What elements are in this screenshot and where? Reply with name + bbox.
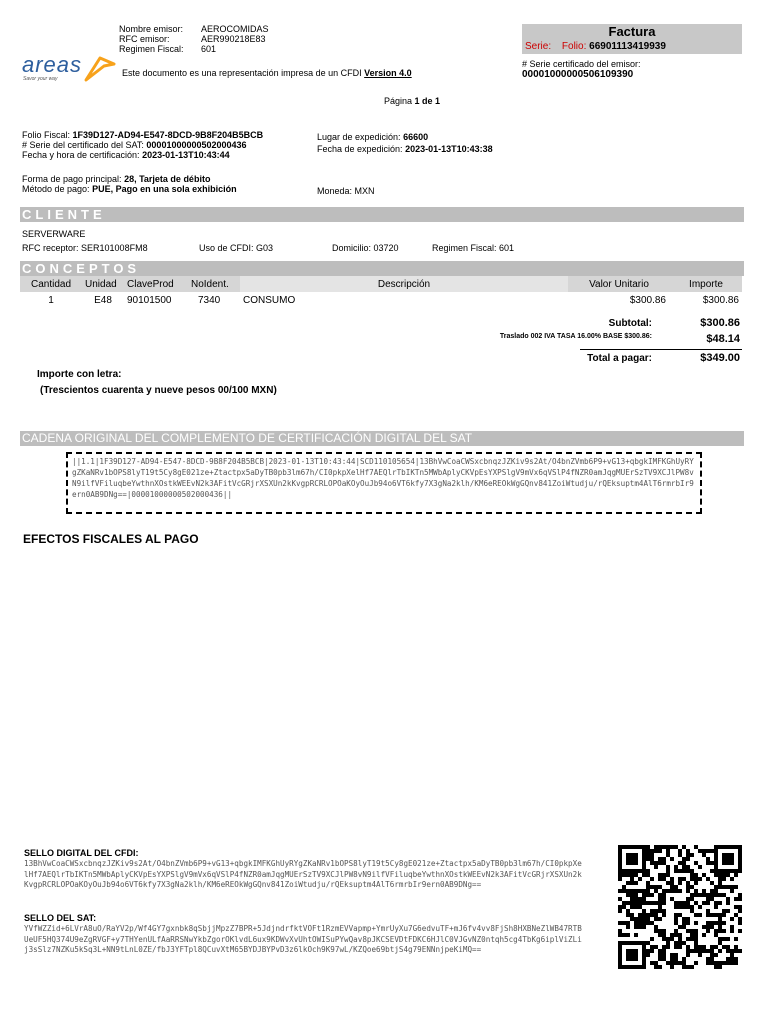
tax-value: $48.14 xyxy=(706,333,740,345)
logo-tagline: Savor your way xyxy=(23,76,58,82)
sat-cert: 00001000000502000436 xyxy=(146,140,247,150)
company-logo xyxy=(22,52,117,86)
cfdi-notice-text: Este documento es una representación impresa de un CFDI xyxy=(122,68,362,78)
emitter-name: AEROCOMIDAS xyxy=(201,24,269,34)
client-rfc-label: RFC receptor: xyxy=(22,243,79,253)
currency-info xyxy=(317,186,375,196)
qr-code-icon xyxy=(618,845,742,969)
emitter-regime-label: Regimen Fiscal: xyxy=(119,44,184,54)
payment-method: PUE, Pago en una sola exhibición xyxy=(92,184,237,194)
row-claveprod: 90101500 xyxy=(127,294,172,306)
exp-date-label: Fecha de expedición: xyxy=(317,144,403,154)
payment-form: 28, Tarjeta de débito xyxy=(124,174,211,184)
place: 66600 xyxy=(403,132,429,142)
cfdi-use-label: Uso de CFDI: xyxy=(199,243,254,253)
row-valor-unitario: $300.86 xyxy=(629,294,666,306)
payment-form-label: Forma de pago principal: xyxy=(22,174,122,184)
client-regime-label: Regimen Fiscal: xyxy=(432,243,497,253)
logo-arrow-icon xyxy=(84,54,116,84)
serie-label: Serie: xyxy=(525,41,552,52)
fiscal-folio-label: Folio Fiscal: xyxy=(22,130,71,140)
emitter-rfc: AER990218E83 xyxy=(201,34,266,44)
concepts-header-row xyxy=(20,276,742,292)
col-valor-unitario: Valor Unitario xyxy=(568,276,670,292)
emitter-cert-label: # Serie certificado del emisor: xyxy=(522,59,641,69)
total-value: $349.00 xyxy=(700,352,740,364)
col-noident: NoIdent. xyxy=(188,276,240,292)
table-row xyxy=(20,292,742,308)
cfdi-notice xyxy=(122,68,412,78)
row-cantidad: 1 xyxy=(48,294,54,306)
col-descripcion: Descripción xyxy=(240,276,568,292)
currency: MXN xyxy=(354,186,375,196)
sello-cfdi-label: SELLO DIGITAL DEL CFDI: xyxy=(24,848,139,858)
place-label: Lugar de expedición: xyxy=(317,132,401,142)
sello-cfdi-text: 13BhVwCoaCWSxcbnqzJZKiv9s2At/O4bnZVmb6P9+vG13+qbgkIMFKGhUyRYgZKaNRv1bOPS8lyT19t5Cy8gE021ze+Ztactpx5aDyTB0pb3lm67h/CI0pkpXelHf7AEQlrTbIKTn5MWbAplyCKVpEsYXPSlgV9mVx6qVSlP4fNZR0amJqgMUErSzTV9XCJlPW8vN9ilfVFiluqbeYwthnXOstkWEEvN2k3AFitVcGRjrXSXUn2kKvgpRCRLOPOaKOyOuJb94o6VT6kfy7X3gNa2klh/KM6eREOkWgGQnv841ZoiWtudju/rQEksuptm4AlT6rmrbIr9ern0AB9DNg== xyxy=(24,859,582,889)
sello-sat-label: SELLO DEL SAT: xyxy=(24,913,97,923)
cfdi-use: G03 xyxy=(256,243,274,253)
currency-label: Moneda: xyxy=(317,186,353,196)
invoice-folio-row xyxy=(522,39,742,54)
emitter-info xyxy=(119,24,319,54)
page-indicator xyxy=(384,96,440,106)
amount-words-value: (Trescientos cuarenta y nueve pesos 00/100 MXN) xyxy=(40,385,277,396)
cadena-original-box: ||1.1|1F39D127-AD94-E547-8DCD-9B8F204B5BCB|2023-01-13T10:43:44|SCD110105654|13BhVwCoaCWSxcbnqzJZKiv9s2At/O4bnZVmb6P9+vG13+qbgkIMFKGhUyRYgZKaNRv1bOPS8lyT19t5Cy8gE021ze+Ztactpx5aDyTB0pb3lm67h/CI0pkpXelHf7AEQlrTbIKTn5MWbAplyCKVpEsYXPSlgV9mVx6qVSlP4fNZR0amJqgMUErSzTV9XCJlPW8vN9ilfVFiluqbeYwthnXOstkWEEvN2k3AFitVcGRjrXSXUn2kKvgpRCRLOPOaKOyOuJb94o6VT6kfy7X3gNa2klh/KM6eREOkWgGQnv841ZoiWtudju/rQEksuptm4AlT6rmrbIr9ern0AB9DNg==|00001000000502000436|| xyxy=(66,452,702,514)
client-rfc: SER101008FM8 xyxy=(81,243,148,253)
client-section-header: CLIENTE xyxy=(20,207,744,222)
page-value: 1 de 1 xyxy=(414,96,441,106)
invoice-title: Factura xyxy=(522,24,742,39)
concepts-section-header: CONCEPTOS xyxy=(20,261,744,276)
sello-sat-text: YVfWZZid+6LVrA8uO/RaYV2p/Wf4GY7gxnbk8qSbjjMpzZ7BPR+5JdjndrfktVOFt1RzmEVVapmp+YmrUyXu7G6edvuTF+mJ6fv4vv8FjSh8HXBNeZlWB47RTBUeUF5HQ374U9eZgRVGF+y7THYenULfAaRRSNwYkbZgorOKlvdL6ux9KDWvXvUhtOWISuPYwQav8pJKCSEVDtFDKC6HJlC0VJGvNZ0ntqh5cg4TbKg6iplViZLij3sSlz7NZKu5kSq3L+NN9tLnL0ZE/fbJ3YFTpl8QCuvXtM65BYDJBYPvD3z6lkOch9K97wL/KZQoe69btjS4g79ENNnjpeKiMQ== xyxy=(24,924,582,954)
fiscal-info-right xyxy=(317,132,493,154)
subtotal-label: Subtotal: xyxy=(608,318,652,329)
col-importe: Importe xyxy=(670,276,742,292)
emitter-rfc-label: RFC emisor: xyxy=(119,34,170,44)
emitter-regime: 601 xyxy=(201,44,217,54)
total-divider xyxy=(580,349,742,350)
payment-method-label: Método de pago: xyxy=(22,184,90,194)
folio-value: 66901113419939 xyxy=(589,41,666,52)
client-details xyxy=(22,243,742,253)
tax-label: Traslado 002 IVA TASA 16.00% BASE $300.86: xyxy=(499,333,652,340)
row-importe: $300.86 xyxy=(702,294,739,306)
payment-info xyxy=(22,174,312,194)
row-unidad: E48 xyxy=(94,294,112,306)
page-label: Página xyxy=(384,96,413,106)
logo-text: areas xyxy=(22,52,83,77)
exp-date: 2023-01-13T10:43:38 xyxy=(405,144,493,154)
fiscal-effects-note: EFECTOS FISCALES AL PAGO xyxy=(23,532,199,546)
sat-cert-label: # Serie del certificado del SAT: xyxy=(22,140,144,150)
client-name: SERVERWARE xyxy=(22,229,86,239)
folio-label: Folio: xyxy=(561,41,587,52)
cert-date-label: Fecha y hora de certificación: xyxy=(22,150,140,160)
fiscal-folio: 1F39D127-AD94-E547-8DCD-9B8F204B5BCB xyxy=(72,130,264,140)
fiscal-info-left xyxy=(22,130,312,160)
cfdi-version: Version 4.0 xyxy=(364,68,412,78)
client-regime: 601 xyxy=(499,243,515,253)
col-claveprod: ClaveProd xyxy=(124,276,188,292)
amount-words-label: Importe con letra: xyxy=(37,369,122,380)
col-unidad: Unidad xyxy=(82,276,124,292)
subtotal-value: $300.86 xyxy=(700,317,740,329)
total-label: Total a pagar: xyxy=(587,353,652,364)
concepts-table xyxy=(20,276,742,308)
address: 03720 xyxy=(373,243,399,253)
row-noident: 7340 xyxy=(198,294,221,306)
cert-date: 2023-01-13T10:43:44 xyxy=(142,150,230,160)
address-label: Domicilio: xyxy=(332,243,372,253)
cadena-section-header: CADENA ORIGINAL DEL COMPLEMENTO DE CERTIFICACIÓN DIGITAL DEL SAT xyxy=(20,431,744,446)
emitter-cert-value: 00001000000506109390 xyxy=(522,69,634,80)
row-descripcion: CONSUMO xyxy=(243,294,296,306)
col-cantidad: Cantidad xyxy=(20,276,82,292)
emitter-name-label: Nombre emisor: xyxy=(119,24,184,34)
invoice-box xyxy=(522,24,742,80)
